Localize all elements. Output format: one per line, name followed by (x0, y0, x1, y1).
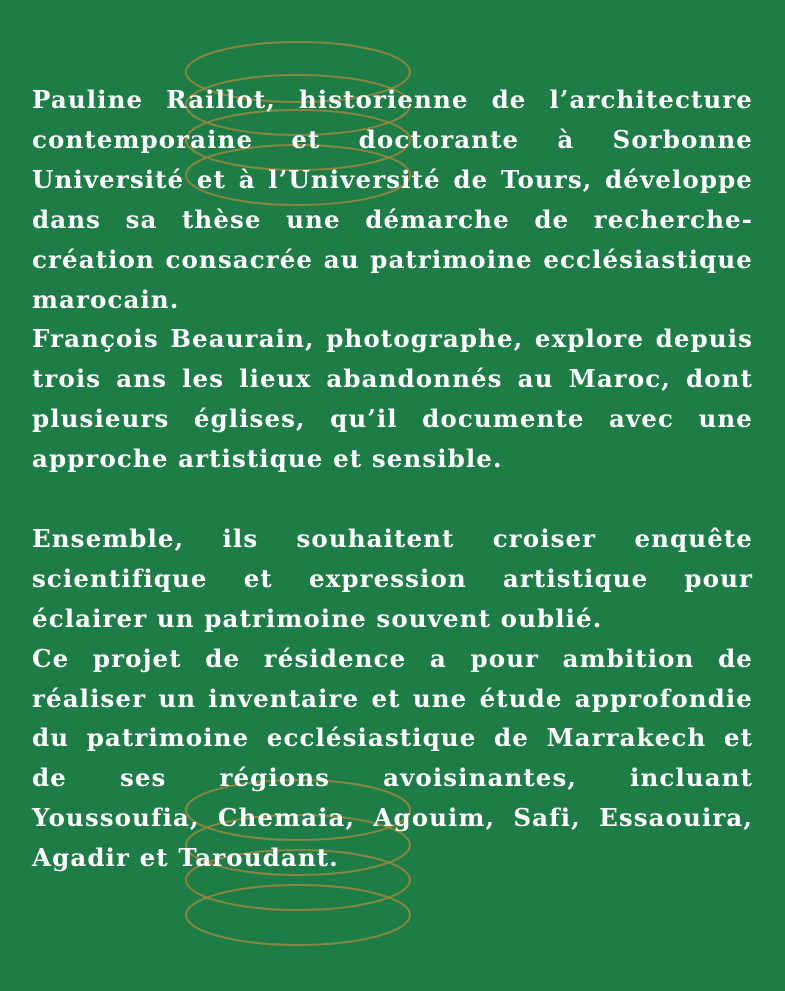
paragraph-beaurain: François Beaurain, photographe, explore depuis trois ans les lieux abandonnés au Maroc, dont plusieurs églises, qu’il documente avec une approche artistique et sensible. (32, 324, 753, 474)
text-block (32, 80, 753, 878)
paragraph-gap (32, 479, 753, 519)
paragraph-projet: Ce projet de résidence a pour ambition de réaliser un inventaire et une étude approfondie du patrimoine ecclésiastique de Marrakech et de ses régions avoisinantes, incluant Youssoufia, Chemaia, Agouim, Safi, Essaouira, Agadir et Taroudant. (32, 643, 753, 873)
ring (186, 885, 410, 945)
paragraph-raillot: Pauline Raillot, historienne de l’architecture contemporaine et doctorante à Sorbonne Université et à l’Université de Tours, développe dans sa thèse une démarche de recherche-création consacrée au patrimoine ecclésiastique marocain. (32, 85, 753, 314)
paragraph-ensemble: Ensemble, ils souhaitent croiser enquête scientifique et expression artistique pour éclairer un patrimoine souvent oublié. (32, 523, 753, 633)
